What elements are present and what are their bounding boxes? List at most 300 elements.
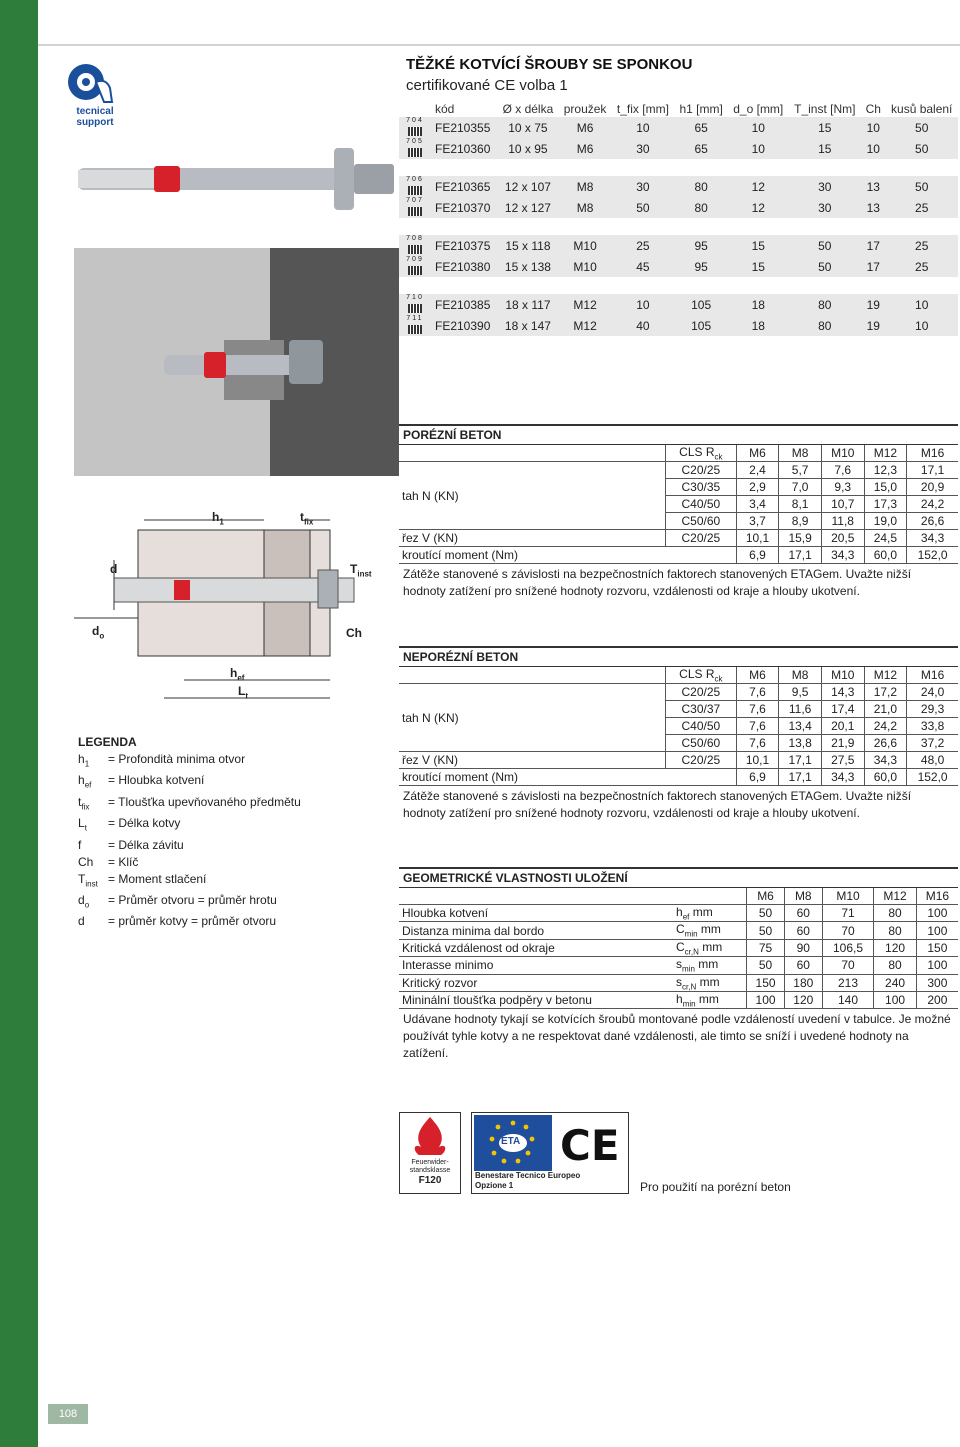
row-label: řez V (KN) <box>399 530 666 547</box>
table-cell: 50 <box>885 117 958 138</box>
table-cell: 50 <box>789 235 861 256</box>
table-cell: 50 <box>747 922 785 939</box>
table-cell: 152,0 <box>907 769 958 786</box>
table-cell: 8,9 <box>779 513 822 530</box>
table-cell: M12 <box>874 888 916 905</box>
table-cell: M6 <box>736 445 779 462</box>
table-cell: 120 <box>874 939 916 956</box>
geometry-panel <box>399 867 958 1062</box>
table-row <box>399 235 958 256</box>
porous-note: Zátěže stanovené s závislosti na bezpečnostních faktorech stanovených ETAGem. Uvažte nižší hodnoty zatížení pro snížené hodnoty rozvoru, vzdálenosti od kraje a hlouby ukotvení. <box>403 567 912 599</box>
table-row <box>399 176 958 197</box>
table-cell: C20/25 <box>666 462 737 479</box>
subscript: cr,N <box>684 947 699 957</box>
row-label: kroutící moment (Nm) <box>399 769 736 786</box>
table-cell: 50 <box>885 138 958 159</box>
legend-symbol: $h_{ef}$ <box>78 773 92 790</box>
table-cell: 150 <box>747 974 785 991</box>
table-cell: M12 <box>864 445 907 462</box>
row-label: kroutící moment (Nm) <box>399 547 736 564</box>
legend-symbol: $L_t$ <box>78 816 87 833</box>
barcode-icon <box>408 266 422 275</box>
barcode-number: 707 <box>406 197 424 204</box>
table-cell: 34,3 <box>821 547 864 564</box>
table-cell: FE210385 <box>431 294 497 315</box>
table-row <box>399 684 958 701</box>
legend-item <box>78 854 388 871</box>
flame-icon <box>401 1115 459 1159</box>
porous-load-table <box>399 445 958 564</box>
table-cell: 9,5 <box>779 684 822 701</box>
barcode-cell <box>399 117 431 138</box>
subscript: inst <box>85 878 98 888</box>
table-header-row <box>399 888 958 905</box>
page-title: TĚŽKÉ KOTVÍCÍ ŠROUBY SE SPONKOU <box>406 56 693 73</box>
eta-text-1: Benestare Tecnico Europeo <box>475 1171 581 1180</box>
table-cell: 17,1 <box>779 547 822 564</box>
table-cell: M6 <box>559 117 612 138</box>
table-cell: 50 <box>612 197 675 218</box>
table-cell: M8 <box>784 888 822 905</box>
col-header: Ø x délka <box>502 101 554 116</box>
table-cell: 10 x 95 <box>497 138 558 159</box>
table-cell: 17 <box>861 235 885 256</box>
table-cell: 13 <box>861 176 885 197</box>
non-porous-concrete-panel <box>399 646 958 822</box>
table-cell: M10 <box>559 235 612 256</box>
table-cell: 6,9 <box>736 769 779 786</box>
table-cell: C40/50 <box>666 496 737 513</box>
legend-symbol: Ch <box>78 854 94 869</box>
table-cell: M10 <box>822 888 874 905</box>
table-cell: 13,8 <box>779 735 822 752</box>
row-gap <box>399 218 958 235</box>
table-cell: 7,0 <box>779 479 822 496</box>
table-cell: 24,0 <box>907 684 958 701</box>
table-cell: 100 <box>747 991 785 1008</box>
legend-text: = Průměr otvoru = průměr hrotu <box>108 892 277 907</box>
table-row <box>399 752 958 769</box>
logo-text-line-2: support <box>76 117 114 128</box>
top-rule <box>38 44 960 46</box>
table-cell: 80 <box>789 294 861 315</box>
geometry-table <box>399 888 958 1009</box>
barcode-number: 706 <box>406 176 424 183</box>
table-cell: 200 <box>916 991 958 1008</box>
table-cell: 3,7 <box>736 513 779 530</box>
col-header: kód <box>435 101 455 116</box>
table-cell: M6 <box>736 667 779 684</box>
fire-rating-badge <box>399 1112 461 1194</box>
table-cell: 34,3 <box>907 530 958 547</box>
table-cell: 18 <box>728 315 789 336</box>
table-cell: 80 <box>874 922 916 939</box>
table-cell: 15 <box>728 235 789 256</box>
table-row <box>399 922 958 939</box>
row-label: Kritický rozvor <box>399 974 673 991</box>
table-cell: 12 x 127 <box>497 197 558 218</box>
table-cell: M10 <box>559 256 612 277</box>
table-cell: 50 <box>789 256 861 277</box>
table-cell: 80 <box>874 905 916 922</box>
legend-symbol: $t_{fix}$ <box>78 794 90 812</box>
table-cell: 14,3 <box>821 684 864 701</box>
table-cell: 105 <box>674 294 728 315</box>
barcode-icon <box>408 304 422 313</box>
barcode-icon <box>408 186 422 195</box>
table-cell: 6,9 <box>736 547 779 564</box>
table-cell: 10 <box>885 315 958 336</box>
row-label: tah N (KN) <box>399 462 666 530</box>
row-symbol: $h_{ef}$ mm <box>673 905 747 922</box>
table-cell: 13,4 <box>779 718 822 735</box>
col-header: t_fix [mm] <box>616 101 669 116</box>
table-cell: 71 <box>822 905 874 922</box>
table-row <box>399 197 958 218</box>
table-cell: 20,1 <box>821 718 864 735</box>
col-header: d_o [mm] <box>733 101 784 116</box>
legend-text: = Profondità minima otvor <box>108 752 246 766</box>
table-cell: M16 <box>907 667 958 684</box>
table-cell: C30/35 <box>666 479 737 496</box>
table-cell: CLS $R_{ck}$ <box>666 445 737 462</box>
table-cell: 80 <box>674 176 728 197</box>
subscript: ck <box>714 452 723 462</box>
table-row <box>399 905 958 922</box>
label-d: d <box>110 562 118 576</box>
table-cell: 17,2 <box>864 684 907 701</box>
table-cell: C50/60 <box>666 513 737 530</box>
table-cell: FE210355 <box>431 117 497 138</box>
table-cell: 15 x 138 <box>497 256 558 277</box>
table-cell: C50/60 <box>666 735 737 752</box>
eta-text-2: Opzione 1 <box>475 1181 514 1190</box>
table-cell: 24,5 <box>864 530 907 547</box>
table-cell: 60 <box>784 922 822 939</box>
legend-item <box>78 794 388 815</box>
nonporous-load-table <box>399 667 958 786</box>
table-cell: 10,1 <box>736 752 779 769</box>
table-cell: 40 <box>612 315 675 336</box>
legend-symbol: $T_{inst}$ <box>78 871 98 888</box>
anchor-bolt-top <box>78 148 394 210</box>
label-lt: $L_t$ <box>238 684 249 701</box>
subscript: t <box>84 823 87 833</box>
nonporous-note: Zátěže stanovené s závislosti na bezpečnostních faktorech stanovených ETAGem. Uvažte nižší hodnoty zatížení pro snížené hodnoty rozvoru, vzdálenosti od kraje a hlouby ukotvení. <box>403 789 912 821</box>
table-cell: 240 <box>874 974 916 991</box>
table-row <box>399 769 958 786</box>
ce-mark-icon: CE <box>560 1121 620 1170</box>
col-header: Ch <box>865 101 881 116</box>
table-cell: 60,0 <box>864 547 907 564</box>
table-cell: 17,1 <box>779 752 822 769</box>
table-cell: C20/25 <box>666 530 737 547</box>
legend-item <box>78 871 388 892</box>
barcode-number: 704 <box>406 117 424 124</box>
cert-note: Pro použití na porézní beton <box>640 1180 791 1194</box>
row-label: Kritická vzdálenost od okraje <box>399 939 673 956</box>
table-row <box>399 530 958 547</box>
label-ch: Ch <box>346 626 362 640</box>
subscript: ef <box>84 780 92 790</box>
barcode-number: 711 <box>406 315 424 322</box>
subscript: o <box>84 900 90 910</box>
table-cell: 7,6 <box>736 684 779 701</box>
table-cell: 50 <box>747 957 785 974</box>
barcode-cell <box>399 176 431 197</box>
table-cell: 120 <box>784 991 822 1008</box>
table-cell: 8,1 <box>779 496 822 513</box>
table-cell: 2,9 <box>736 479 779 496</box>
table-cell: 213 <box>822 974 874 991</box>
table-cell: 2,4 <box>736 462 779 479</box>
top-band <box>38 0 960 44</box>
table-cell: M8 <box>559 197 612 218</box>
table-cell: 10,1 <box>736 530 779 547</box>
barcode-icon <box>408 207 422 216</box>
table-cell: 95 <box>674 256 728 277</box>
tecnical-support-logo-icon <box>62 60 142 140</box>
subscript: 1 <box>84 759 90 769</box>
table-cell: 15,9 <box>779 530 822 547</box>
table-cell: CLS $R_{ck}$ <box>666 667 737 684</box>
table-header-row <box>399 445 958 462</box>
table-cell: 17,1 <box>907 462 958 479</box>
col-header: h1 [mm] <box>679 101 723 116</box>
table-cell: 3,4 <box>736 496 779 513</box>
table-cell: 11,8 <box>821 513 864 530</box>
table-cell: 60,0 <box>864 769 907 786</box>
table-cell: C30/37 <box>666 701 737 718</box>
subscript: ck <box>714 674 723 684</box>
table-cell: 27,5 <box>821 752 864 769</box>
label-tinst: $T_{inst}$ <box>350 562 372 579</box>
porous-panel-title: PORÉZNÍ BETON <box>399 426 958 445</box>
label-hef: $h_{ef}$ <box>230 666 245 683</box>
table-cell: 10 <box>861 138 885 159</box>
table-cell: 21,9 <box>821 735 864 752</box>
nonporous-panel-title: NEPORÉZNÍ BETON <box>399 648 958 667</box>
barcode-cell <box>399 294 431 315</box>
legend-symbol: f <box>78 837 82 852</box>
col-header: kusů balení <box>891 101 953 116</box>
table-cell <box>399 445 666 462</box>
table-cell: 80 <box>674 197 728 218</box>
table-cell: 100 <box>874 991 916 1008</box>
table-cell: 26,6 <box>907 513 958 530</box>
table-cell: 65 <box>674 138 728 159</box>
legend-text: = průměr kotvy = průměr otvoru <box>108 914 277 929</box>
table-cell <box>673 888 747 905</box>
table-cell: 20,9 <box>907 479 958 496</box>
subscript: fix <box>81 802 90 812</box>
legend-text: = Délka kotvy <box>108 816 181 831</box>
row-label: Distanza minima dal bordo <box>399 922 673 939</box>
table-cell: 70 <box>822 957 874 974</box>
product-table <box>399 100 958 336</box>
table-cell: 19 <box>861 315 885 336</box>
label-do: $d_o$ <box>92 624 105 641</box>
subscript: min <box>682 964 695 974</box>
table-cell: 21,0 <box>864 701 907 718</box>
table-row <box>399 315 958 336</box>
table-cell: 10 <box>728 117 789 138</box>
table-cell: M16 <box>916 888 958 905</box>
table-cell: 17,1 <box>779 769 822 786</box>
table-cell: 17 <box>861 256 885 277</box>
row-symbol: $s_{cr,N}$ mm <box>673 974 747 991</box>
table-cell: 26,6 <box>864 735 907 752</box>
label-tfix: $t_{fix}$ <box>300 510 314 527</box>
table-cell: C20/25 <box>666 684 737 701</box>
porous-concrete-panel <box>399 424 958 600</box>
barcode-icon <box>408 325 422 334</box>
table-cell: C20/25 <box>666 752 737 769</box>
table-cell: 50 <box>747 905 785 922</box>
row-symbol: $h_{min}$ mm <box>673 991 747 1008</box>
logo-text <box>60 106 130 128</box>
table-cell: 9,3 <box>821 479 864 496</box>
table-cell: 25 <box>885 197 958 218</box>
table-cell: 19,0 <box>864 513 907 530</box>
table-cell: 25 <box>612 235 675 256</box>
table-cell: 95 <box>674 235 728 256</box>
table-cell: 75 <box>747 939 785 956</box>
row-label: Hloubka kotvení <box>399 905 673 922</box>
legend-text: = Tloušťka upevňovaného předmětu <box>108 794 301 809</box>
table-row <box>399 974 958 991</box>
table-cell: 7,6 <box>736 701 779 718</box>
table-cell: 300 <box>916 974 958 991</box>
table-row <box>399 957 958 974</box>
eta-label: ETA <box>501 1136 521 1147</box>
table-cell: 48,0 <box>907 752 958 769</box>
table-cell: 100 <box>916 957 958 974</box>
legend-item <box>78 892 388 913</box>
table-cell: 15 <box>789 117 861 138</box>
product-table-body <box>399 117 958 336</box>
table-row <box>399 547 958 564</box>
table-row <box>399 256 958 277</box>
table-cell: 12 <box>728 176 789 197</box>
table-cell: 180 <box>784 974 822 991</box>
table-cell: M10 <box>821 667 864 684</box>
table-cell: 17,3 <box>864 496 907 513</box>
table-cell: 33,8 <box>907 718 958 735</box>
row-symbol: $C_{min}$ mm <box>673 922 747 939</box>
legend-symbol: $h_1$ <box>78 752 90 769</box>
subscript: ef <box>682 912 690 922</box>
table-cell: 24,2 <box>907 496 958 513</box>
table-cell: M8 <box>779 445 822 462</box>
table-cell: 10 x 75 <box>497 117 558 138</box>
table-cell: M8 <box>559 176 612 197</box>
col-header: proužek <box>563 101 607 116</box>
table-cell: 13 <box>861 197 885 218</box>
fire-badge-text-3: F120 <box>418 1175 442 1186</box>
legend-items <box>78 751 388 930</box>
table-cell: 60 <box>784 905 822 922</box>
barcode-icon <box>408 148 422 157</box>
table-cell: 29,3 <box>907 701 958 718</box>
table-cell: 10,7 <box>821 496 864 513</box>
table-cell: 10 <box>885 294 958 315</box>
table-cell: 30 <box>612 138 675 159</box>
row-symbol: $C_{cr,N}$ mm <box>673 939 747 956</box>
table-cell: 80 <box>874 957 916 974</box>
table-cell: 18 x 147 <box>497 315 558 336</box>
barcode-cell <box>399 138 431 159</box>
table-cell: 50 <box>885 176 958 197</box>
table-cell: 10 <box>612 294 675 315</box>
table-cell: M6 <box>559 138 612 159</box>
legend <box>78 734 388 930</box>
table-cell: 10 <box>612 117 675 138</box>
table-cell: 45 <box>612 256 675 277</box>
table-cell: 30 <box>612 176 675 197</box>
table-cell: 80 <box>789 315 861 336</box>
table-cell: 12 <box>728 197 789 218</box>
table-cell: 7,6 <box>736 718 779 735</box>
geometry-panel-title: GEOMETRICKÉ VLASTNOSTI ULOŽENÍ <box>399 869 958 888</box>
barcode-icon <box>408 245 422 254</box>
table-cell: 60 <box>784 957 822 974</box>
table-cell: M10 <box>821 445 864 462</box>
table-cell: 140 <box>822 991 874 1008</box>
page-number: 108 <box>48 1404 88 1424</box>
table-cell: 11,6 <box>779 701 822 718</box>
table-cell: C40/50 <box>666 718 737 735</box>
label-h1: $h_1$ <box>212 510 224 527</box>
table-cell: FE210390 <box>431 315 497 336</box>
legend-item <box>78 815 388 836</box>
legend-item <box>78 913 388 930</box>
legend-title: LEGENDA <box>78 735 137 749</box>
table-row <box>399 991 958 1008</box>
table-cell <box>399 888 673 905</box>
table-cell: 19 <box>861 294 885 315</box>
product-table-header <box>399 100 958 117</box>
legend-text: = Hloubka kotvení <box>108 773 205 788</box>
table-row <box>399 294 958 315</box>
barcode-number: 708 <box>406 235 424 242</box>
row-symbol: $s_{min}$ mm <box>673 957 747 974</box>
table-cell: FE210360 <box>431 138 497 159</box>
product-photo <box>74 140 399 476</box>
table-cell: 10 <box>861 117 885 138</box>
row-label: řez V (KN) <box>399 752 666 769</box>
barcode-number: 710 <box>406 294 424 301</box>
table-cell: 105 <box>674 315 728 336</box>
table-cell: 15,0 <box>864 479 907 496</box>
table-row <box>399 462 958 479</box>
subscript: min <box>684 929 698 939</box>
legend-item <box>78 837 388 854</box>
fire-badge-text-1: Feuerwider- <box>411 1159 449 1166</box>
table-cell: 150 <box>916 939 958 956</box>
table-row <box>399 138 958 159</box>
table-cell: 7,6 <box>736 735 779 752</box>
row-label: tah N (KN) <box>399 684 666 752</box>
table-cell: 5,7 <box>779 462 822 479</box>
table-cell: 12,3 <box>864 462 907 479</box>
table-cell: 18 x 117 <box>497 294 558 315</box>
table-cell: M8 <box>779 667 822 684</box>
eta-ce-badge <box>471 1112 629 1194</box>
legend-item <box>78 751 388 772</box>
table-cell: FE210370 <box>431 197 497 218</box>
legend-text: = Moment stlačení <box>108 871 207 886</box>
